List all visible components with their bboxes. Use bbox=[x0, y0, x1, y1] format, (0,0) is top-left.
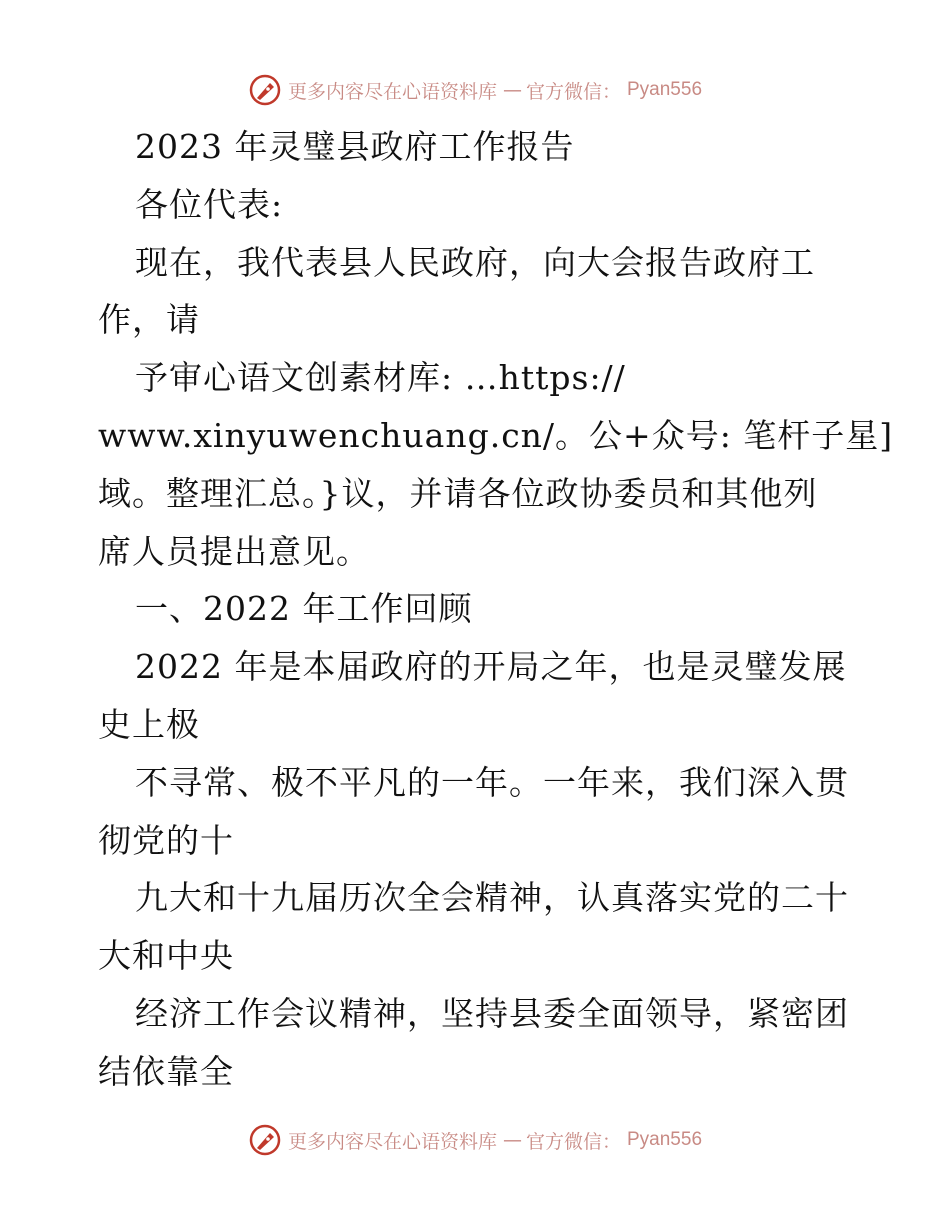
text-line: 作，请 bbox=[98, 300, 200, 340]
text-line: 各位代表: bbox=[135, 184, 284, 224]
pen-nib-logo-icon bbox=[248, 73, 282, 107]
watermark-label: 官方微信： bbox=[525, 80, 621, 103]
watermark-dash: — bbox=[502, 1129, 520, 1151]
text-line: 一、2022 年工作回顾 bbox=[135, 589, 473, 629]
pen-nib-logo-icon bbox=[248, 1123, 282, 1157]
text-line: 彻党的十 bbox=[98, 820, 234, 860]
text-line: 现在，我代表县人民政府，向大会报告政府工 bbox=[135, 242, 815, 282]
watermark-text: 更多内容尽在心语资料库 bbox=[287, 1130, 497, 1153]
text-line: 史上极 bbox=[98, 704, 200, 744]
text-line: 2022 年是本届政府的开局之年，也是灵璧发展 bbox=[135, 647, 847, 687]
watermark-label: 官方微信： bbox=[525, 1130, 621, 1153]
watermark-handle: Pyan556 bbox=[627, 79, 703, 100]
watermark-text: 更多内容尽在心语资料库 bbox=[287, 80, 497, 103]
text-line: 2023 年灵璧县政府工作报告 bbox=[135, 127, 575, 166]
watermark-header bbox=[0, 70, 950, 110]
text-line: 九大和十九届历次全会精神，认真落实党的二十 bbox=[135, 878, 849, 918]
text-line: www.xinyuwenchuang.cn/。公+众号: 笔杆子星] bbox=[98, 415, 894, 455]
text-line: 域。整理汇总。}议，并请各位政协委员和其他列 bbox=[98, 473, 818, 513]
text-line: 不寻常、极不平凡的一年。一年来，我们深入贯 bbox=[135, 762, 849, 802]
watermark-handle: Pyan556 bbox=[627, 1129, 703, 1150]
document-body bbox=[98, 118, 894, 1101]
text-line: 席人员提出意见。 bbox=[98, 531, 370, 571]
text-line: 予审心语文创素材库: …https:// bbox=[135, 358, 626, 398]
text-line: 结依靠全 bbox=[98, 1051, 234, 1091]
text-line: 经济工作会议精神，坚持县委全面领导，紧密团 bbox=[135, 993, 849, 1033]
watermark-dash: — bbox=[502, 79, 520, 101]
watermark-footer bbox=[0, 1120, 950, 1160]
text-line: 大和中央 bbox=[98, 936, 234, 976]
